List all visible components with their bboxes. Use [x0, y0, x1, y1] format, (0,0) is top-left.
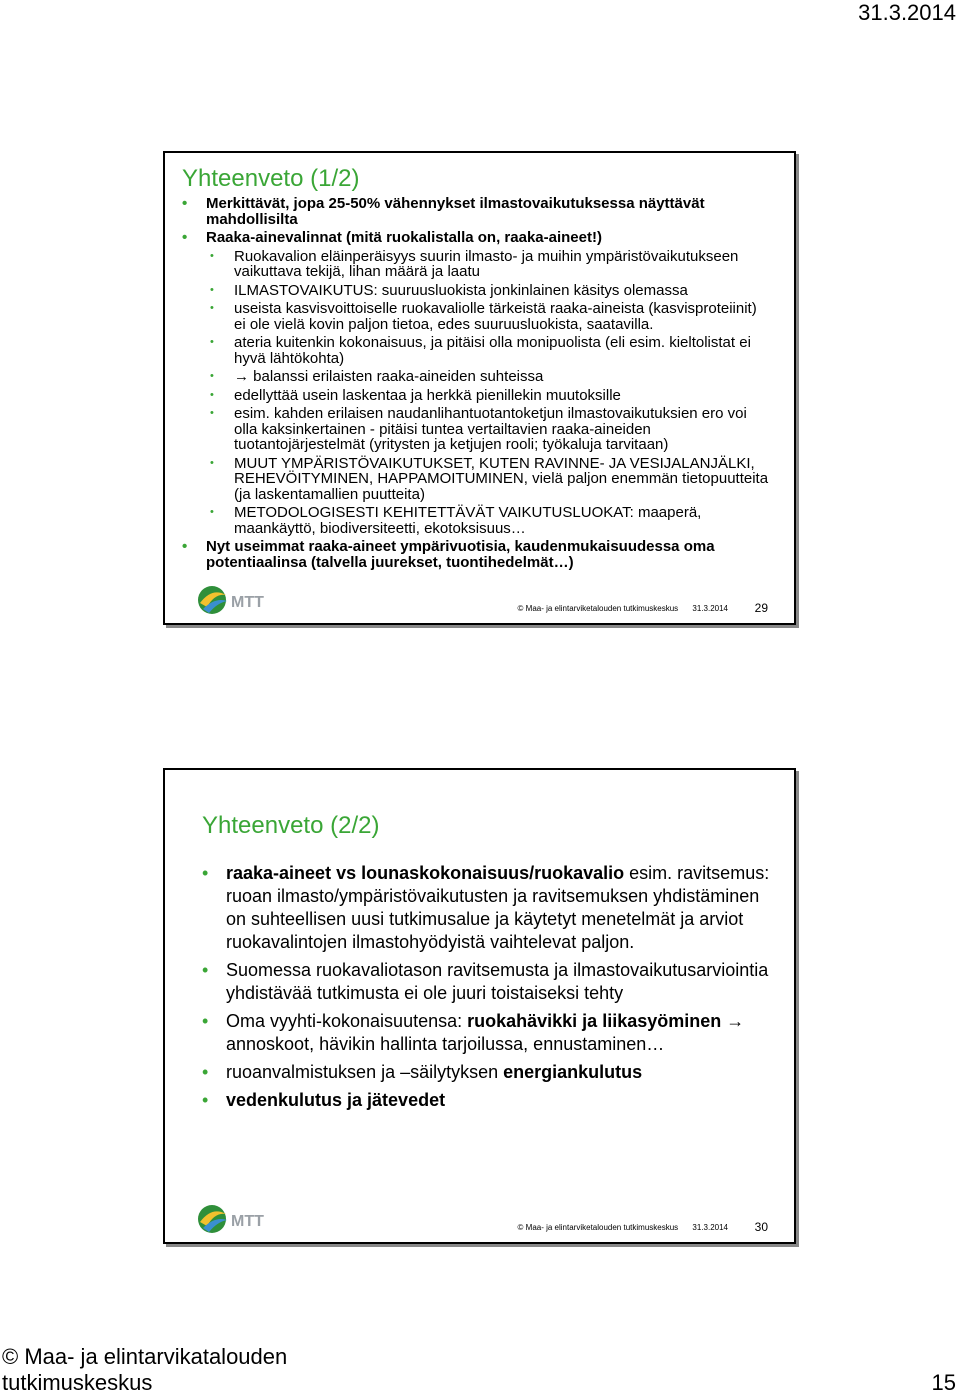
page-date: 31.3.2014: [858, 0, 956, 25]
slide-number: 30: [754, 1220, 768, 1234]
list-item-emphasis: raaka-aineet vs lounaskokonaisuus/ruokavalio: [226, 863, 625, 883]
list-item: • Merkittävät, jopa 25-50% vähennykset ilmastovaikutuksessa näyttävät mahdollisilta: [182, 196, 772, 227]
bullet-list: [202, 862, 772, 1117]
bullet-list: [182, 196, 772, 573]
slide-29: [163, 151, 796, 625]
list-item-text: ruoanvalmistuksen ja –säilytyksen: [226, 1062, 504, 1082]
footer-date: 31.3.2014: [692, 1223, 728, 1232]
mtt-logo-icon: [195, 583, 275, 617]
footer-copyright: © Maa- ja elintarviketalouden tutkimuskeskus: [517, 604, 679, 613]
svg-text:MTT: MTT: [231, 1213, 264, 1230]
list-item: [202, 1061, 772, 1084]
list-item: • edellyttää usein laskentaa ja herkkä pienillekin muutoksille: [182, 388, 772, 404]
page-number: 15: [931, 1370, 956, 1395]
list-item: • Nyt useimmat raaka-aineet ympärivuotisia, kaudenmukaisuudessa oma potentiaalinsa (talvella juurekset, tuontihedelmät…): [182, 539, 772, 570]
list-item-text: → annoskoot, hävikin hallinta tarjoilussa, ennustaminen…: [226, 1011, 745, 1054]
list-item: • Ruokavalion eläinperäisyys suurin ilmasto- ja muihin ympäristövaikutukseen vaikuttava tekijä, lihan määrä ja laatu: [182, 249, 772, 280]
list-item-emphasis: ruokahävikki ja liikasyöminen: [467, 1011, 722, 1031]
list-item: [202, 959, 772, 1005]
list-item: • MUUT YMPÄRISTÖVAIKUTUKSET, KUTEN RAVINNE- JA VESIJALANJÄLKI, REHEVÖITYMINEN, HAPPAMOITUMINEN, vielä paljon enemmän tietopuutteita (ja laskentamallien puutteita): [182, 456, 772, 503]
mtt-logo-icon: [195, 1202, 275, 1236]
footer-date: 31.3.2014: [692, 604, 728, 613]
slide-number: 29: [754, 601, 768, 615]
list-item: • Raaka-ainevalinnat (mitä ruokalistalla on, raaka-aineet!): [182, 230, 772, 246]
slide-footer: [195, 583, 768, 617]
list-item-text: Suomessa ruokavaliotason ravitsemusta ja ilmastovaikutusarviointia yhdistävää tutkimusta ei ole juuri toistaiseksi tehty: [226, 960, 769, 1003]
list-item-emphasis: energiankulutus: [503, 1062, 643, 1082]
list-item: • ateria kuitenkin kokonaisuus, ja pitäisi olla monipuolista (eli esim. kieltolistat ei hyvä lähtökohta): [182, 335, 772, 366]
slide-footer: [195, 1202, 768, 1236]
slide-30: [163, 768, 796, 1244]
slide-title: Yhteenveto (1/2): [182, 165, 360, 192]
list-item: • useista kasvisvoittoiselle ruokavaliolle tärkeistä raaka-aineista (kasvisproteiinit) ei ole vielä kovin paljon tietoa, edes suuruusluokista, saatavilla.: [182, 301, 772, 332]
svg-text:MTT: MTT: [231, 594, 264, 611]
list-item: [202, 1010, 772, 1056]
list-item-text: esim. ravitsemus: ruoan ilmasto/ympäristövaikutusten ja ravitsemuksen yhdistäminen on suhteellisen uusi tutkimusalue ja käytetyt menetelmät ja arviot ruokavalintojen ilmastohyödyistä vaihtelevat paljon.: [226, 863, 770, 952]
list-item: [202, 862, 772, 954]
list-item: • → balanssi erilaisten raaka-aineiden suhteissa: [182, 369, 772, 385]
page-copyright: © Maa- ja elintarvikatalouden tutkimuskeskus: [2, 1344, 288, 1395]
list-item: • ILMASTOVAIKUTUS: suuruusluokista jonkinlainen käsitys olemassa: [182, 283, 772, 299]
list-item-text: Oma vyyhti-kokonaisuutensa:: [226, 1011, 468, 1031]
slide-title: Yhteenveto (2/2): [202, 812, 380, 839]
list-item: [202, 1089, 772, 1112]
footer-copyright: © Maa- ja elintarviketalouden tutkimuskeskus: [517, 1223, 679, 1232]
list-item: • METODOLOGISESTI KEHITETTÄVÄT VAIKUTUSLUOKAT: maaperä, maankäyttö, biodiversiteetti, ekotoksisuus…: [182, 505, 772, 536]
list-item: • esim. kahden erilaisen naudanlihantuotantoketjun ilmastovaikutuksien ero voi olla kaksinkertainen - pitäisi tuntea vertailtavien raaka-aineiden tuotantojärjestelmät (yritysten ja ketjujen rooli; työkaluja tarvitaan): [182, 406, 772, 453]
list-item-emphasis: vedenkulutus ja jätevedet: [226, 1090, 446, 1110]
